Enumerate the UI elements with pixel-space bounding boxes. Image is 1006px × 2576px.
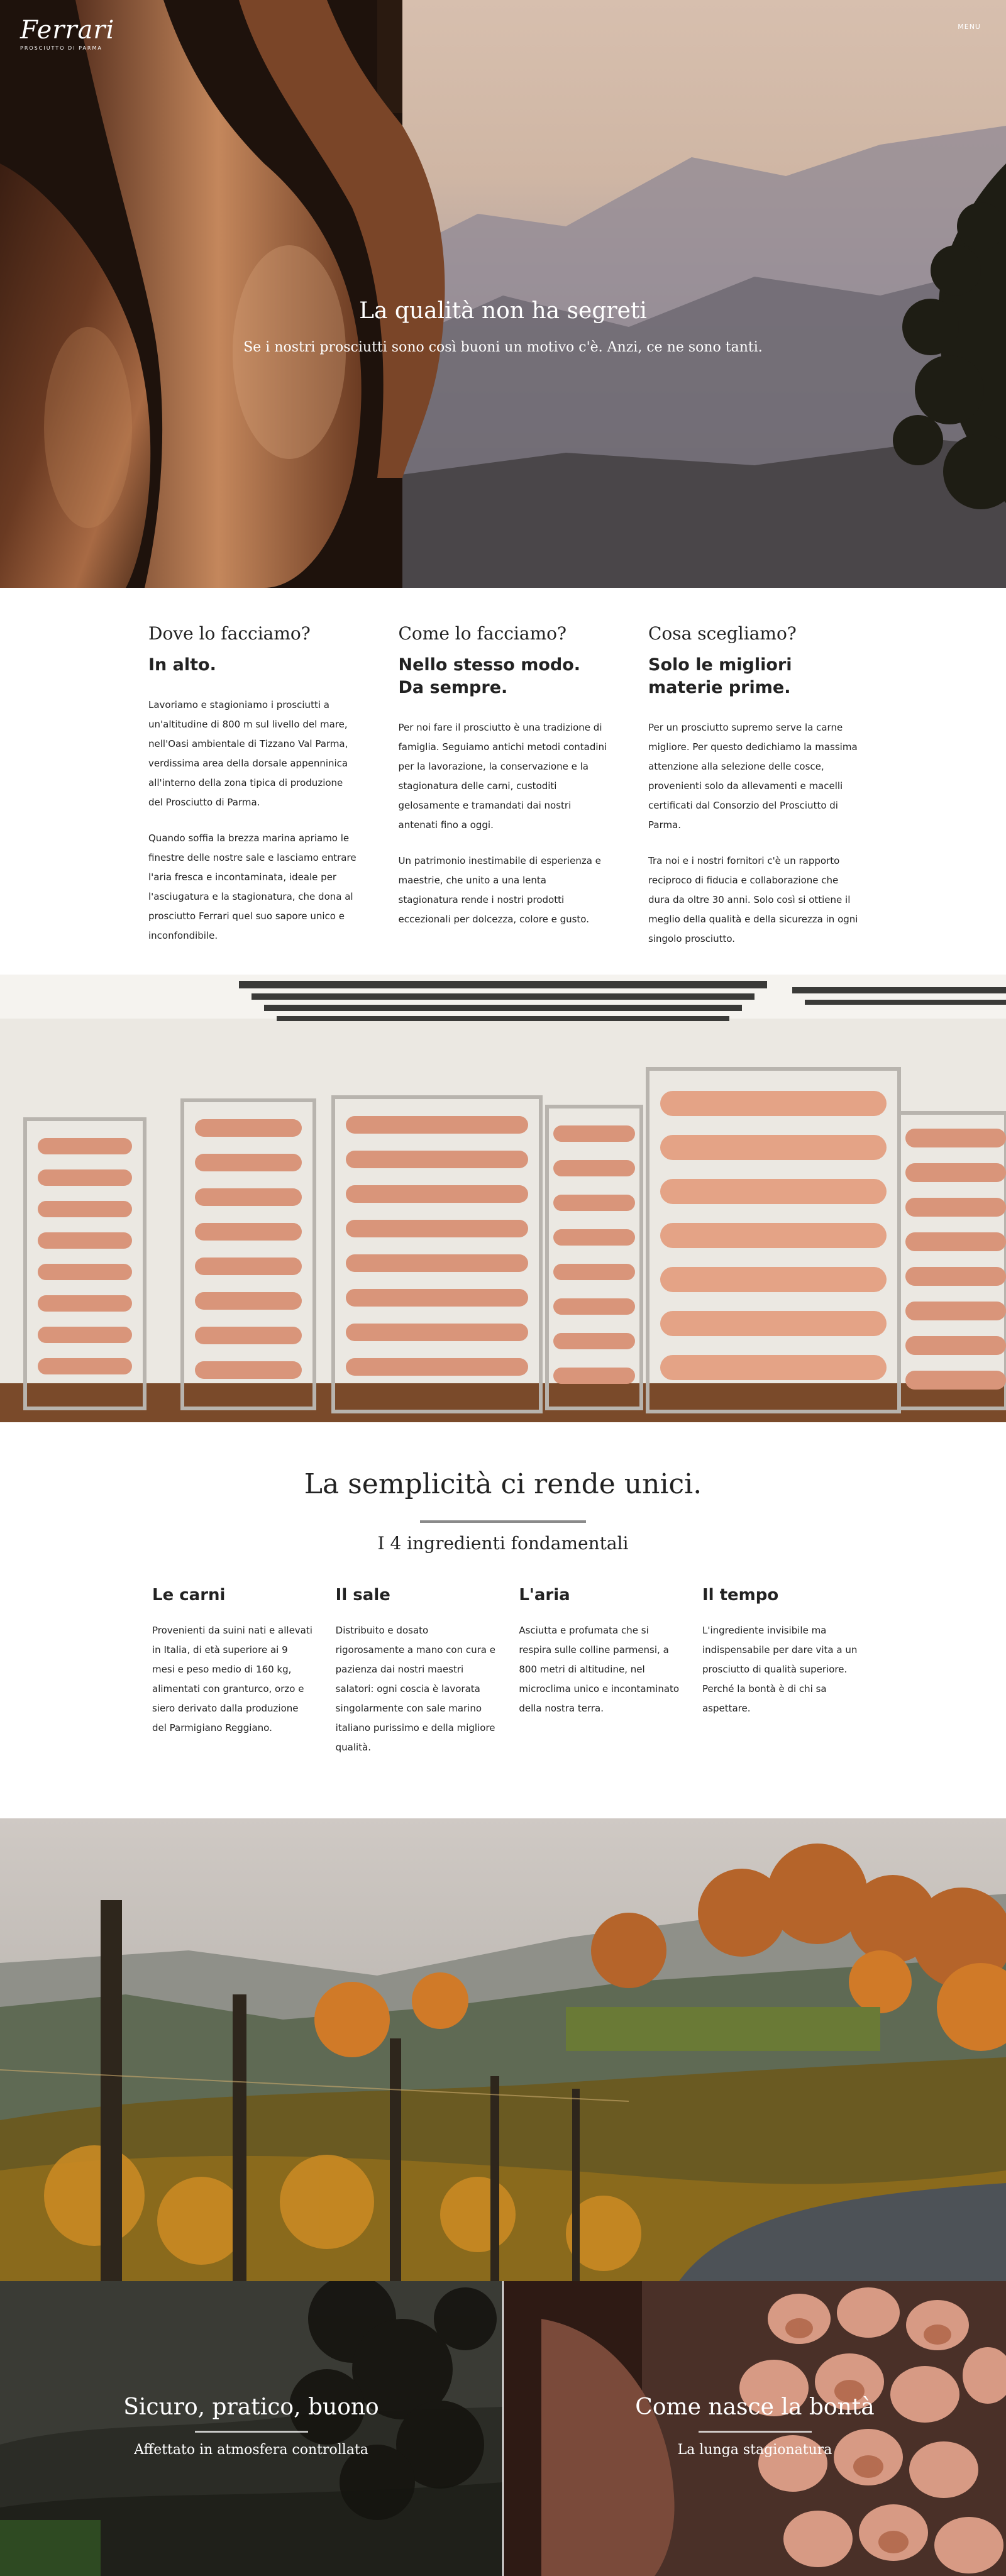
column-answer: Nello stesso modo. Da sempre. [398,655,581,697]
panel-subtitle: La lunga stagionatura [677,2442,832,2458]
column-answer: Solo le migliori materie prime. [648,655,792,697]
panel-title: Sicuro, pratico, buono [123,2394,379,2420]
column-paragraph: Tra noi e i nostri fornitori c'è un rapporto reciproco di fiducia e collaborazione che dura da oltre 30 anni. Solo così si ottiene il meglio della qualità e della sicurezza in ogni singolo prosciutto. [648,855,858,944]
column-paragraph: Per un prosciutto supremo serve la carne migliore. Per questo dedichiamo la massima attenzione alla selezione delle cosce, provenienti solo da allevamenti e macelli certificati dal Consorzio del Prosciutto di Parma. [648,722,858,831]
ingredient-name: Le carni [152,1586,226,1605]
logo-wordmark: Ferrari [20,16,115,45]
autumn-countryside-image [0,1818,1006,2281]
panel-aging[interactable] [504,2281,1006,2576]
panel-sliced[interactable] [0,2281,502,2576]
ingredient-air [519,1586,679,1757]
column-paragraph: Per noi fare il prosciutto è una tradizione di famiglia. Seguiamo antichi metodi contadini per la lavorazione, la conservazione e la stagionatura delle carni, custoditi gelosamente e tramandati dai nostri antenati fino a oggi. [398,722,607,831]
panel-title: Come nasce la bontà [635,2394,875,2420]
hero-image [0,0,1006,588]
ingredients-title: La semplicità ci rende unici. [304,1468,702,1500]
ingredient-text: L'ingrediente invisibile ma indispensabile per dare vita a un prosciutto di qualità superiore. Perché la bontà è di chi sa aspettare. [702,1625,858,1714]
panel-divider [699,2431,812,2433]
ingredients-subtitle: I 4 ingredienti fondamentali [377,1533,629,1554]
ingredient-name: Il sale [335,1586,390,1605]
intro-section [148,622,859,965]
curing-room-image [0,975,1006,1422]
ingredient-text: Distribuito e dosato rigorosamente a mano con cura e pazienza dai nostri maestri salatori: ogni coscia è lavorata singolarmente con sale marino italiano purissimo e della migliore qualità. [335,1625,495,1753]
ingredient-salt [336,1586,496,1757]
ingredient-name: L'aria [519,1586,570,1605]
landscape-photo [0,1818,1006,2281]
title-divider [420,1520,586,1523]
column-paragraph: Un patrimonio inestimabile di esperienza e maestrie, che unito a una lenta stagionatura rende i nostri prodotti eccezionali per dolcezza, colore e gusto. [398,855,601,925]
hero-subtitle: Se i nostri prosciutti sono così buoni un motivo c'è. Anzi, ce ne sono tanti. [243,340,763,355]
panel-subtitle: Affettato in atmosfera controllata [134,2442,368,2458]
panel-aging-image [504,2281,1006,2576]
hero-title: La qualità non ha segreti [359,298,647,324]
menu-button[interactable]: MENU [958,23,981,31]
ingredient-time [702,1586,863,1757]
logo-tagline: PROSCIUTTO DI PARMA [20,45,102,51]
intro-column-how [399,622,609,965]
column-answer: In alto. [148,655,216,675]
ingredient-name: Il tempo [702,1586,779,1605]
ingredient-text: Provenienti da suini nati e allevati in Italia, di età superiore ai 9 mesi e peso medio di 160 kg, alimentati con granturco, orzo e siero derivato dalla produzione del Parmigiano Reggiano. [152,1625,312,1733]
ingredient-text: Asciutta e profumata che si respira sulle colline parmensi, a 800 metri di altitudine, nel microclima unico e incontaminato della nostra terra. [519,1625,680,1714]
column-question: Cosa scegliamo? [648,623,797,644]
panel-sliced-image [0,2281,502,2576]
warehouse-photo [0,975,1006,1422]
column-paragraph: Lavoriamo e stagioniamo i prosciutti a un'altitudine di 800 m sul livello del mare, nell'Oasi ambientale di Tizzano Val Parma, verdissima area della dorsale appenninica all'interno della zona tipica di produzione del Prosciutto di Parma. [148,699,348,808]
intro-column-where [148,622,359,965]
panel-divider [195,2431,308,2433]
column-question: Come lo facciamo? [398,623,567,644]
hero-banner [0,0,1006,588]
brand-logo[interactable] [20,18,114,51]
ingredients-grid [152,1586,863,1757]
intro-column-what [648,622,859,965]
column-question: Dove lo facciamo? [148,623,311,644]
column-paragraph: Quando soffia la brezza marina apriamo le finestre delle nostre sale e lasciamo entrare l'aria fresca e incontaminata, ideale per l'asciugatura e la stagionatura, che dona al prosciutto Ferrari quel suo sapore unico e inconfondibile. [148,832,357,941]
ingredient-meat [152,1586,312,1757]
